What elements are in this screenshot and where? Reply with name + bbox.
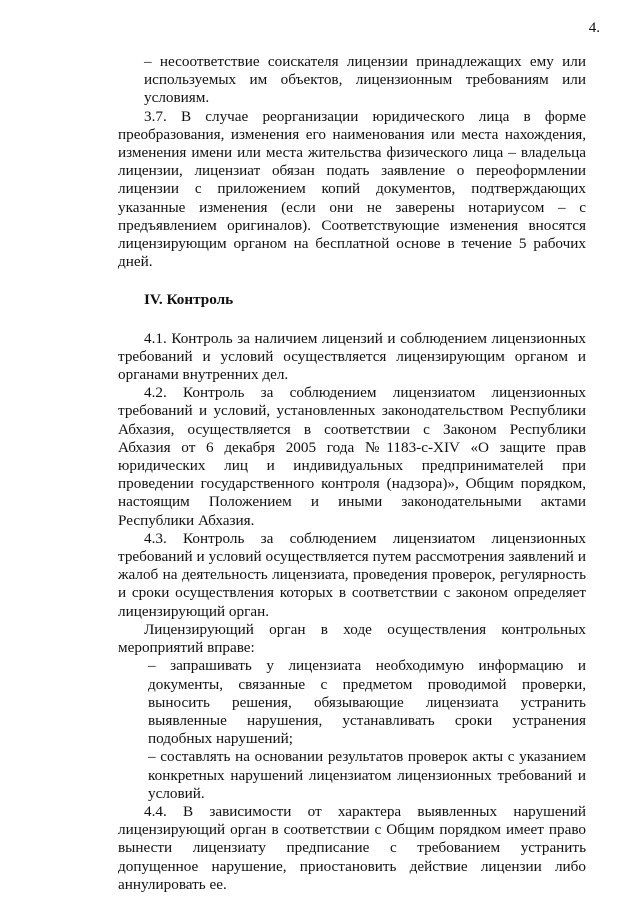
paragraph-control-rights: Лицензирующий орган в ходе осуществления контрольных мероприятий вправе: — [118, 620, 586, 657]
paragraph-4-2: 4.2. Контроль за соблюдением лицензиатом лицензионных требований и условий, установленных законодательством Республики Абхазия, осуществляется в соответствии с Законом Республики Абхазия от 6 декабря 2005 года №1183-с-XIV «О защите прав юридических лиц и индивидуальных предпринимателей при проведении государственного контроля (надзора)», Общим порядком, настоящим Положением и иными законодательными актами Республики Абхазия. — [118, 384, 586, 529]
paragraph-4-3: 4.3. Контроль за соблюдением лицензиатом лицензионных требований и условий осуществляется путем рассмотрения заявлений и жалоб на деятельность лицензиата, проведения проверок, регулярность и сроки осуществления которых в соответствии с законом определяет лицензирующий орган. — [118, 529, 586, 620]
paragraph-bullet-nonconformity: – несоответствие соискателя лицензии принадлежащих ему или используемых им объектов, лицензионным требованиям или условиям. — [144, 53, 586, 107]
page-number: 4. — [588, 20, 600, 36]
bullet-request-info: – запрашивать у лицензиата необходимую информацию и документы, связанные с предметом проводимой проверки, выносить решения, обязывающие лицензиата устранить выявленные нарушения, устанавливать сроки устранения подобных нарушений; — [148, 657, 586, 748]
paragraph-3-7: 3.7. В случае реорганизации юридического лица в форме преобразования, изменения его наименования или места нахождения, изменения имени или места жительства физического лица – владельца лицензии, лицензиат обязан подать заявление о переоформлении лицензии с приложением копий документов, подтверждающих указанные изменения (если они не заверены нотариусом – с предъявлением оригиналов). Соответствующие изменения вносятся лицензирующим органом на бесплатной основе в течение 5 рабочих дней. — [118, 107, 586, 271]
document-body — [118, 53, 586, 894]
paragraph-4-4: 4.4. В зависимости от характера выявленных нарушений лицензирующий орган в соответствии с Общим порядком имеет право вынести лицензиату предписание с требованием устранить допущенное нарушение, приостановить действие лицензии либо аннулировать ее. — [118, 802, 586, 893]
paragraph-4-1: 4.1. Контроль за наличием лицензий и соблюдением лицензионных требований и условий осуществляется лицензирующим органом и органами внутренних дел. — [118, 329, 586, 384]
bullet-compose-acts: – составлять на основании результатов проверок акты с указанием конкретных нарушений лицензиатом лицензионных требований и условий. — [148, 748, 586, 802]
section-heading: IV. Контроль — [144, 291, 234, 309]
